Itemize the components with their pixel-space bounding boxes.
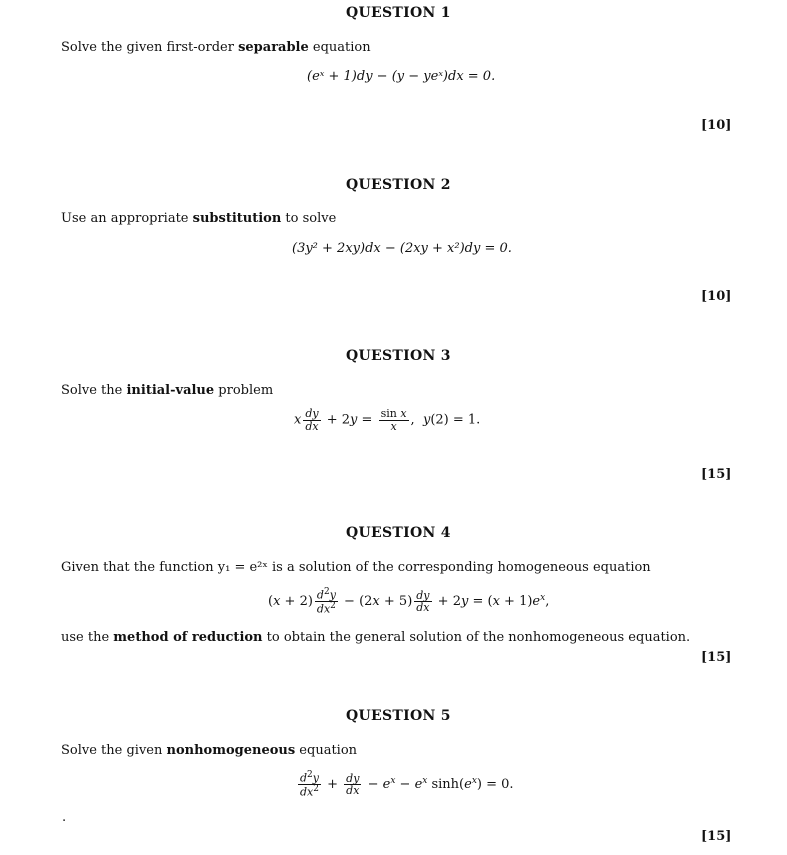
prompt-text: problem (214, 383, 274, 398)
prompt-text: equation (295, 743, 358, 758)
question-1-equation: (eˣ + 1)dy − (y − yeˣ)dx = 0. (307, 69, 496, 84)
prompt-bold: nonhomogeneous (166, 743, 296, 758)
prompt-text: use the (61, 630, 114, 645)
prompt-text: Use an appropriate (61, 211, 193, 226)
question-4-title: QUESTION 4 (346, 525, 451, 541)
question-5-prompt (61, 743, 357, 758)
question-2-title: QUESTION 2 (346, 177, 451, 193)
question-1-prompt (61, 40, 371, 55)
question-2-equation: (3y² + 2xy)dx − (2xy + x²)dy = 0. (292, 241, 512, 256)
question-2-marks: [10] (701, 289, 732, 304)
prompt-bold: separable (238, 40, 309, 55)
prompt-bold: initial-value (126, 383, 215, 398)
question-3-prompt (61, 383, 273, 398)
question-3-equation: x $\frac{dy}{dx}$ + 2y = $\frac{\text{sin x}}{x}$ , y(2) = 1. (294, 407, 481, 433)
stray-mark: . (62, 810, 67, 825)
question-4-equation: (x + 2) $\frac{d^2y}{dx^2}$ − (2x + 5) $\frac{dy}{dx}$ + $2y = (x + 1)e^x$, (268, 587, 550, 616)
prompt-text: equation (308, 40, 371, 55)
prompt-text: Solve the (61, 383, 127, 398)
question-2-prompt (61, 211, 336, 226)
question-4-intro: Given that the function y₁ = e²ˣ is a solution of the corresponding homogeneous equation (61, 560, 651, 575)
question-4-marks: [15] (701, 650, 732, 665)
question-4-prompt (61, 630, 690, 645)
prompt-text: to obtain the general solution of the nonhomogeneous equation. (262, 630, 691, 645)
prompt-text: Solve the given first-order (61, 40, 239, 55)
question-3-title: QUESTION 3 (346, 348, 451, 364)
question-1-title: QUESTION 1 (346, 5, 451, 21)
question-1-marks: [10] (701, 118, 732, 133)
question-5-title: QUESTION 5 (346, 708, 451, 724)
prompt-bold: method of reduction (113, 630, 263, 645)
question-5-equation: $\frac{d^2y}{dx^2}$ + $\frac{dy}{dx}$ − $e^x - e^x$ $\sinh(e^x) = 0$. (300, 770, 514, 799)
prompt-text: to solve (281, 211, 337, 226)
question-3-marks: [15] (701, 467, 732, 482)
question-5-marks: [15] (701, 829, 732, 844)
prompt-text: Solve the given (61, 743, 167, 758)
prompt-bold: substitution (192, 211, 282, 226)
